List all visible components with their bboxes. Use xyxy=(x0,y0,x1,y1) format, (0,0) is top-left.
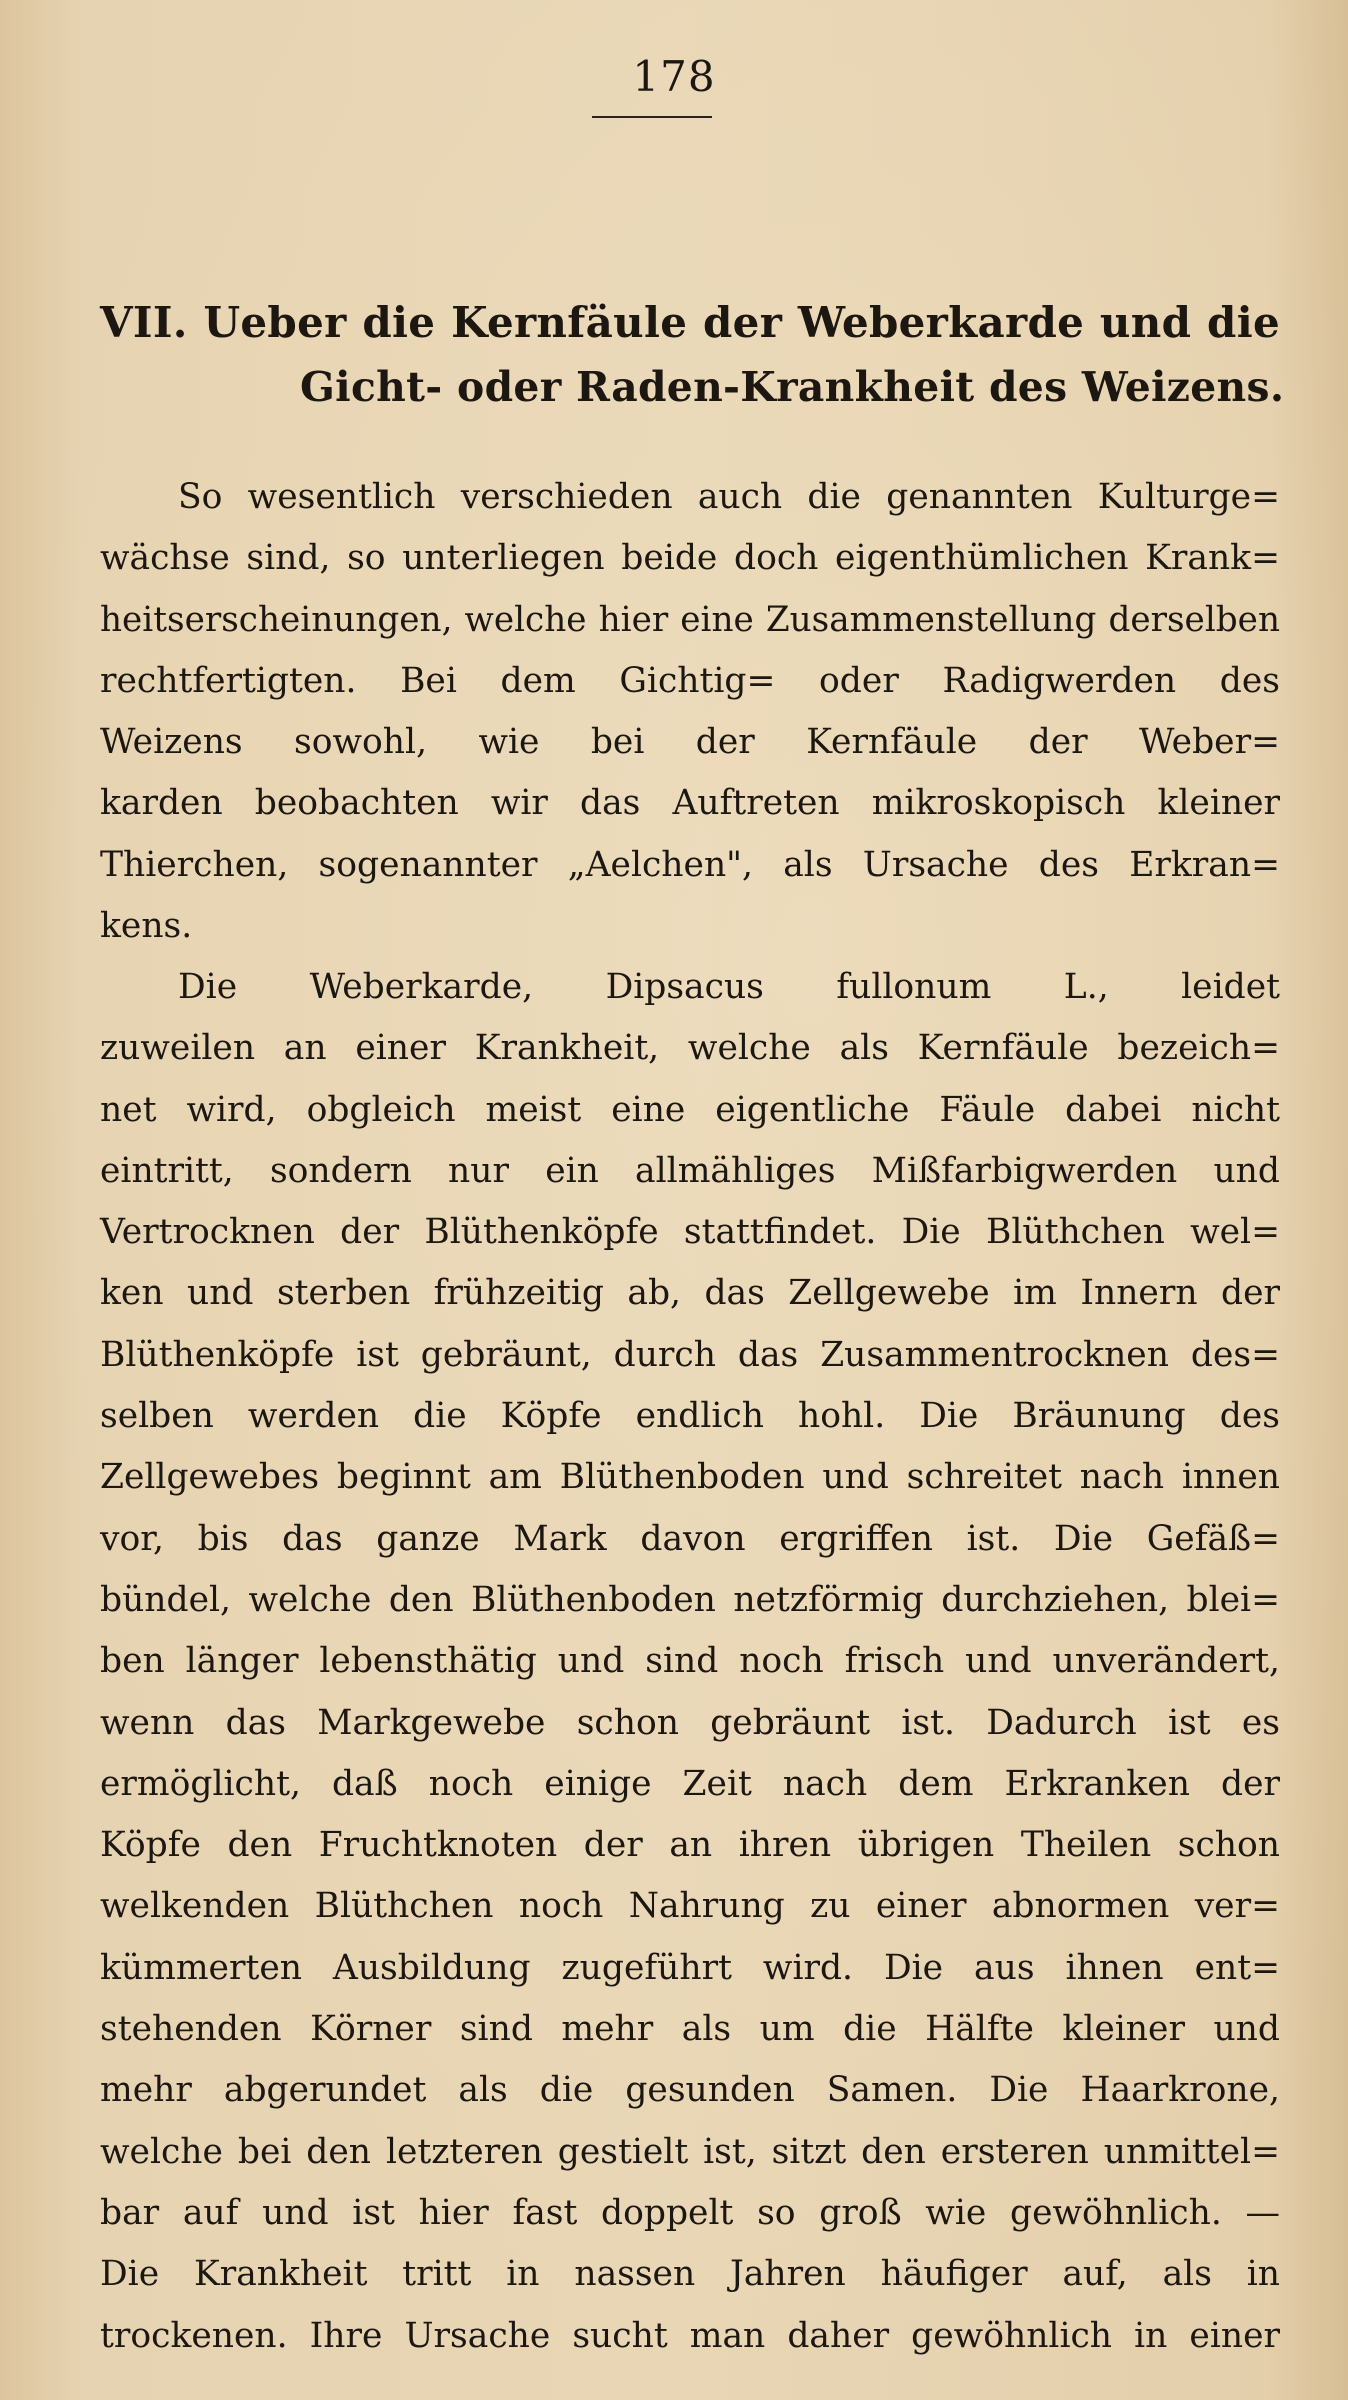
paragraph-2 xyxy=(100,957,1280,2367)
text-line: rechtfertigten. Bei dem Gichtig= oder Radigwerden des xyxy=(100,660,1280,701)
text-line: welche bei den letzteren gestielt ist, sitzt den ersteren unmittel= xyxy=(100,2131,1280,2172)
page-number: 178 xyxy=(632,52,716,101)
chapter-heading xyxy=(100,290,1285,420)
text-line: Die Weberkarde, Dipsacus fullonum L., leidet xyxy=(178,967,1280,1007)
text-line: Weizens sowohl, wie bei der Kernfäule der Weber= xyxy=(100,722,1280,763)
text-line: mehr abgerundet als die gesunden Samen. Die Haarkrone, xyxy=(100,2070,1280,2111)
text-line: zuweilen an einer Krankheit, welche als Kernfäule bezeich= xyxy=(100,1028,1280,1069)
text-line: stehenden Körner sind mehr als um die Hälfte kleiner und xyxy=(100,2009,1280,2050)
text-line: bündel, welche den Blüthenboden netzförmig durchziehen, blei= xyxy=(100,1579,1280,1620)
text-line: Vertrocknen der Blüthenköpfe stattfindet. Die Blüthchen wel= xyxy=(100,1212,1280,1253)
text-line: So wesentlich verschieden auch die genannten Kulturge= xyxy=(178,477,1280,517)
heading-line: Gicht- oder Raden-Krankheit des Weizens. xyxy=(300,363,1285,411)
text-line: karden beobachten wir das Auftreten mikroskopisch kleiner xyxy=(100,783,1280,824)
text-line: net wird, obgleich meist eine eigentliche Fäule dabei nicht xyxy=(100,1089,1280,1130)
text-line: Zellgewebes beginnt am Blüthenboden und schreitet nach innen xyxy=(100,1457,1280,1498)
text-line: vor, bis das ganze Mark davon ergriffen ist. Die Gefäß= xyxy=(100,1518,1280,1559)
text-line: Blüthenköpfe ist gebräunt, durch das Zusammentrocknen des= xyxy=(100,1334,1280,1375)
text-line: trockenen. Ihre Ursache sucht man daher gewöhnlich in einer xyxy=(100,2315,1280,2356)
text-line: ken und sterben frühzeitig ab, das Zellgewebe im Innern der xyxy=(100,1273,1280,1314)
text-line: eintritt, sondern nur ein allmähliges Mißfarbigwerden und xyxy=(100,1150,1280,1191)
text-line: kens. xyxy=(100,906,193,947)
text-line: kümmerten Ausbildung zugeführt wird. Die aus ihnen ent= xyxy=(100,1947,1280,1988)
heading-line: VII. Ueber die Kernfäule der Weberkarde und die xyxy=(100,298,1280,347)
text-line: ben länger lebensthätig und sind noch frisch und unverändert, xyxy=(100,1641,1280,1682)
page-number-rule xyxy=(592,116,712,118)
text-line: ermöglicht, daß noch einige Zeit nach dem Erkranken der xyxy=(100,1763,1280,1804)
text-line: selben werden die Köpfe endlich hohl. Die Bräunung des xyxy=(100,1396,1280,1437)
text-line: bar auf und ist hier fast doppelt so groß wie gewöhnlich. — xyxy=(100,2192,1280,2233)
text-line: wächse sind, so unterliegen beide doch eigenthümlichen Krank= xyxy=(100,538,1280,579)
text-line: Köpfe den Fruchtknoten der an ihren übrigen Theilen schon xyxy=(100,1825,1280,1866)
text-line: welkenden Blüthchen noch Nahrung zu einer abnormen ver= xyxy=(100,1886,1280,1927)
text-line: Thierchen, sogenannter „Aelchen", als Ursache des Erkran= xyxy=(100,844,1280,885)
text-line: wenn das Markgewebe schon gebräunt ist. Dadurch ist es xyxy=(100,1702,1280,1743)
text-line: heitserscheinungen, welche hier eine Zusammenstellung derselben xyxy=(100,599,1280,640)
paragraph-1 xyxy=(100,467,1280,957)
text-line: Die Krankheit tritt in nassen Jahren häufiger auf, als in xyxy=(100,2254,1280,2295)
